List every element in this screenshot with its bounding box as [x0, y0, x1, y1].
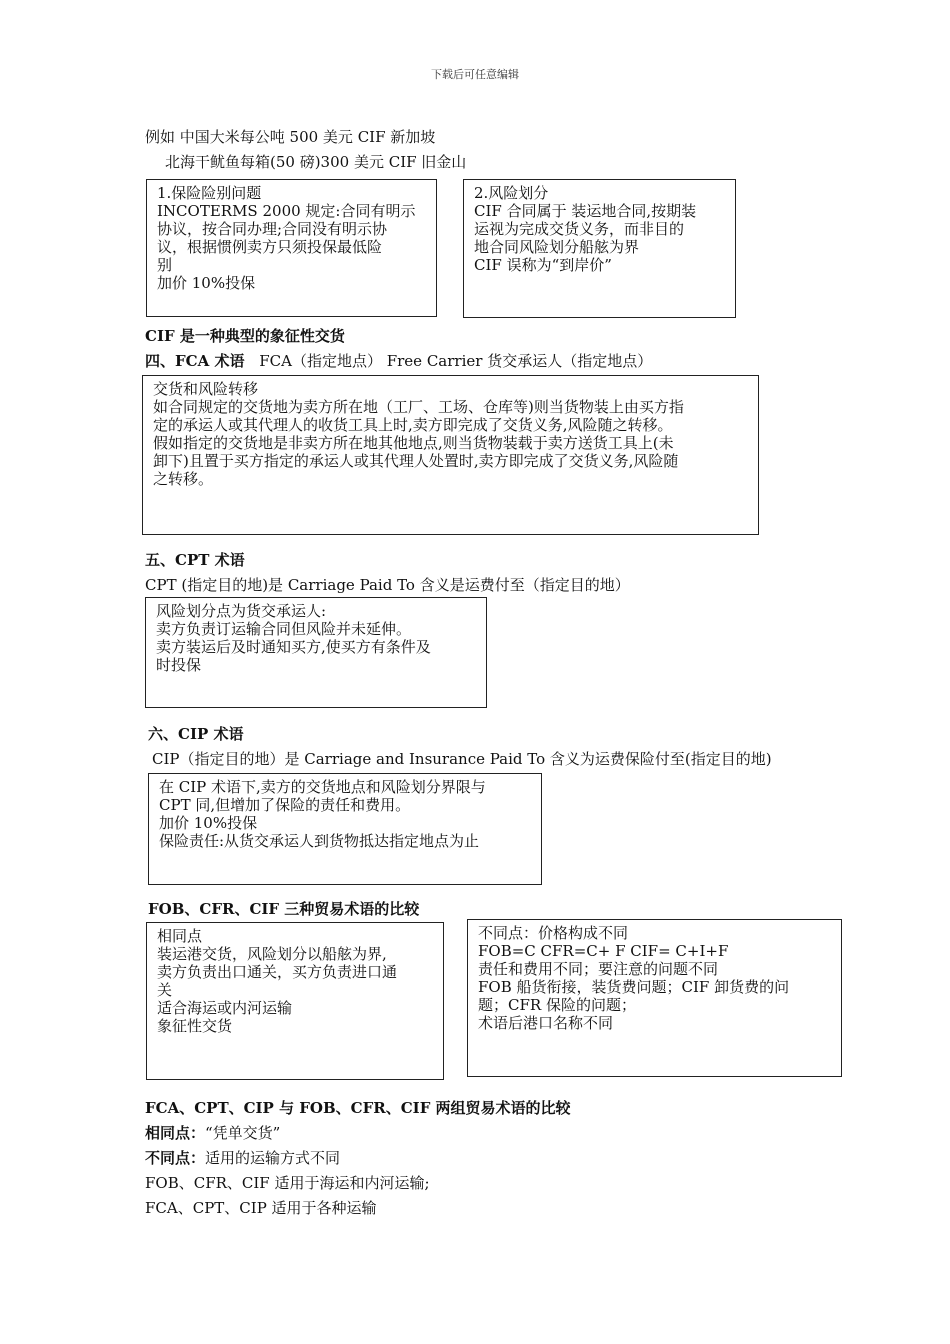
compare2-diff-row: [145, 1149, 340, 1167]
diff-box-line: FOB 船货衔接，装货费问题；CIF 卸货费的问: [478, 978, 790, 996]
diff-box-line: 责任和费用不同；要注意的问题不同: [478, 960, 719, 978]
fca-box: [142, 375, 759, 535]
same-box-line: 装运港交货，风险划分以船舷为界,: [157, 945, 387, 963]
fca-box-line: 之转移。: [153, 470, 214, 488]
cpt-desc: CPT (指定目的地)是 Carriage Paid To 含义是运费付至（指定目的地）: [145, 576, 630, 594]
cpt-box-line: 时投保: [156, 656, 202, 674]
cpt-box: [145, 597, 487, 708]
fca-box-line: 定的承运人或其代理人的收货工具上时,卖方即完成了交货义务,风险随之转移。: [153, 416, 673, 434]
risk-box-line: 地合同风险划分船舷为界: [474, 238, 640, 256]
cip-box-line: 在 CIP 术语下,卖方的交货地点和风险划分界限与: [159, 778, 486, 796]
same-points-box: [146, 922, 444, 1080]
insurance-box-line: 议，根据惯例卖方只须投保最低险: [157, 238, 383, 256]
insurance-box-line: 加价 10%投保: [157, 274, 256, 292]
cpt-box-line: 卖方负责订运输合同但风险并未延伸。: [156, 620, 412, 638]
diff-points-box: [467, 919, 842, 1077]
compare2-same-label: 相同点：: [145, 1124, 206, 1142]
diff-box-line: 不同点：价格构成不同: [478, 924, 629, 942]
intro-line-2: 北海干鱿鱼每箱(50 磅)300 美元 CIF 旧金山: [165, 153, 467, 171]
fca-heading: 四、FCA 术语: [145, 352, 245, 370]
same-box-line: 关: [157, 981, 173, 999]
cip-box-line: 加价 10%投保: [159, 814, 258, 832]
same-box-line: 卖方负责出口通关，买方负责进口通: [157, 963, 398, 981]
compare1-heading: FOB、CFR、CIF 三种贸易术语的比较: [148, 900, 420, 918]
same-box-line: 适合海运或内河运输: [157, 999, 293, 1017]
insurance-box: [146, 179, 437, 317]
compare2-diff-text: 适用的运输方式不同: [205, 1149, 341, 1167]
page-header: 下载后可任意编辑: [431, 68, 519, 81]
diff-box-line: 题；CFR 保险的问题；: [478, 996, 636, 1014]
fca-box-line: 如合同规定的交货地为卖方所在地（工厂、工场、仓库等)则当货物装上由买方指: [153, 398, 684, 416]
cpt-heading: 五、CPT 术语: [145, 551, 245, 569]
fca-box-line: 卸下)且置于买方指定的承运人或其代理人处置时,卖方即完成了交货义务,风险随: [153, 452, 679, 470]
diff-box-line: 术语后港口名称不同: [478, 1014, 614, 1032]
same-box-line: 相同点: [157, 927, 203, 945]
fca-box-line: 假如指定的交货地是非卖方所在地其他地点,则当货物装载于卖方送货工具上(未: [153, 434, 674, 452]
fca-heading-row: [145, 352, 652, 370]
compare2-heading: FCA、CPT、CIP 与 FOB、CFR、CIF 两组贸易术语的比较: [145, 1099, 571, 1117]
risk-box-line: 2.风险划分: [474, 184, 549, 202]
compare2-line-b: FCA、CPT、CIP 适用于各种运输: [145, 1199, 377, 1217]
fca-box-line: 交货和风险转移: [153, 380, 259, 398]
cpt-box-line: 风险划分点为货交承运人:: [156, 602, 327, 620]
compare2-line-a: FOB、CFR、CIF 适用于海运和内河运输;: [145, 1174, 430, 1192]
insurance-box-line: INCOTERMS 2000 规定:合同有明示: [157, 202, 416, 220]
risk-box-line: CIF 误称为“到岸价”: [474, 256, 612, 274]
cif-note: CIF 是一种典型的象征性交货: [145, 327, 345, 345]
cip-heading: 六、CIP 术语: [148, 725, 244, 743]
fca-heading-desc: FCA（指定地点） Free Carrier 货交承运人（指定地点）: [259, 352, 653, 370]
cip-box-line: CPT 同,但增加了保险的责任和费用。: [159, 796, 411, 814]
same-box-line: 象征性交货: [157, 1017, 233, 1035]
diff-box-line: FOB=C CFR=C+ F CIF= C+I+F: [478, 942, 729, 960]
cip-box-line: 保险责任:从货交承运人到货物抵达指定地点为止: [159, 832, 480, 850]
insurance-box-line: 协议，按合同办理;合同没有明示协: [157, 220, 388, 238]
risk-box-line: CIF 合同属于 装运地合同,按期装: [474, 202, 697, 220]
compare2-same-row: [145, 1124, 280, 1142]
insurance-box-line: 别: [157, 256, 173, 274]
cpt-box-line: 卖方装运后及时通知买方,使买方有条件及: [156, 638, 431, 656]
compare2-diff-label: 不同点：: [145, 1149, 206, 1167]
intro-line-1: 例如 中国大米每公吨 500 美元 CIF 新加坡: [145, 128, 436, 146]
cip-desc: CIP（指定目的地）是 Carriage and Insurance Paid To 含义为运费保险付至(指定目的地): [152, 750, 772, 768]
insurance-box-line: 1.保险险别问题: [157, 184, 262, 202]
compare2-same-text: “凭单交货”: [205, 1124, 281, 1142]
risk-box-line: 运视为完成交货义务，而非目的: [474, 220, 685, 238]
risk-box: [463, 179, 736, 318]
cip-box: [148, 773, 542, 885]
